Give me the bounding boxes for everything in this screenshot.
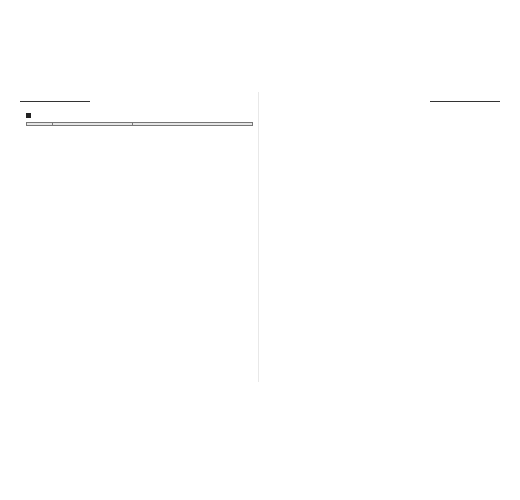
left-table-header (27, 123, 253, 126)
right-header-rule (430, 101, 500, 102)
section-heading (26, 112, 86, 118)
right-page (268, 90, 500, 380)
left-page-header (20, 90, 252, 104)
right-page-header (268, 90, 500, 104)
column-header (133, 123, 253, 126)
column-header (27, 123, 53, 126)
column-header (53, 123, 133, 126)
page-gutter (258, 92, 259, 382)
left-table (26, 122, 253, 126)
square-bullet-icon (26, 113, 31, 118)
left-header-rule (20, 101, 90, 102)
left-page (20, 90, 252, 380)
